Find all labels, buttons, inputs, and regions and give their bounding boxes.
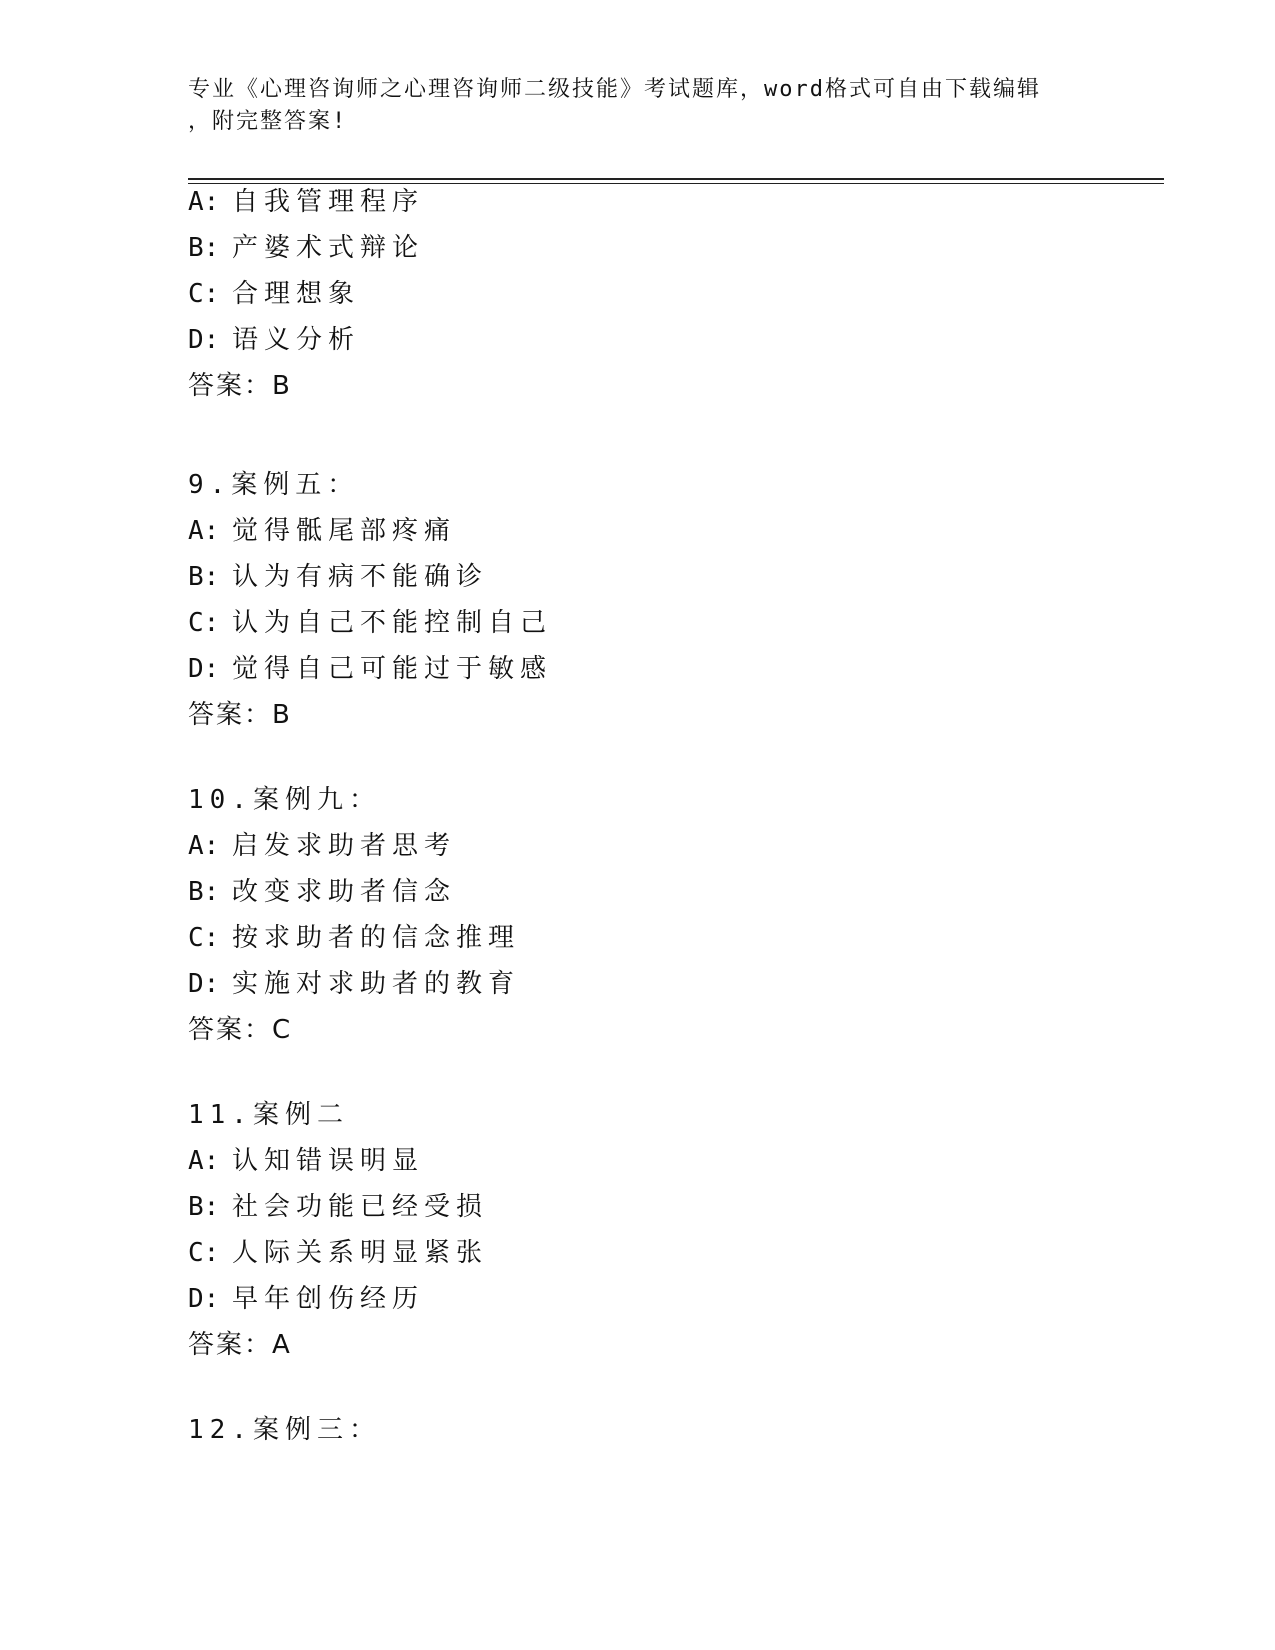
option-b [188,1184,1088,1230]
question-10 [188,777,1088,1053]
option-text: 启发求助者思考 [232,831,457,861]
option-text: 早年创伤经历 [232,1284,425,1314]
option-c [188,271,1088,317]
option-text: 觉得自己可能过于敏感 [232,654,553,684]
option-key: D: [188,969,220,999]
option-a [188,823,1088,869]
option-text: 认为有病不能确诊 [232,562,489,592]
option-c [188,600,1088,646]
option-text: 语义分析 [232,325,361,355]
option-text: 按求助者的信念推理 [232,923,521,953]
option-key: C: [188,279,220,309]
option-text: 改变求助者信念 [232,877,457,907]
option-key: D: [188,325,220,355]
question-prev [188,179,1088,409]
option-key: C: [188,1238,220,1268]
option-key: A: [188,831,220,861]
option-b [188,225,1088,271]
option-b [188,554,1088,600]
option-text: 社会功能已经受损 [232,1192,489,1222]
option-text: 自我管理程序 [232,187,425,217]
option-key: D: [188,1284,220,1314]
answer-line: 答案：C [188,1015,293,1045]
option-d [188,646,1088,692]
option-text: 认知错误明显 [232,1146,425,1176]
option-key: C: [188,923,220,953]
option-c [188,915,1088,961]
answer-line: 答案：B [188,700,292,730]
option-key: B: [188,1192,220,1222]
question-11 [188,1092,1088,1368]
option-a [188,1138,1088,1184]
answer-line: 答案：B [188,371,292,401]
option-c [188,1230,1088,1276]
question-title: 12.案例三： [188,1415,381,1445]
option-key: A: [188,1146,220,1176]
option-key: B: [188,562,220,592]
option-key: C: [188,608,220,638]
option-b [188,869,1088,915]
question-title: 11.案例二 [188,1100,349,1130]
option-text: 实施对求助者的教育 [232,969,521,999]
header-subtitle-line: ，附完整答案! [188,109,348,134]
question-12 [188,1407,1088,1453]
question-title: 10.案例九： [188,785,381,815]
option-d [188,1276,1088,1322]
option-key: D: [188,654,220,684]
option-key: B: [188,877,220,907]
option-text: 产婆术式辩论 [232,233,425,263]
option-a [188,508,1088,554]
answer-line: 答案：A [188,1330,292,1360]
option-key: B: [188,233,220,263]
option-text: 认为自己不能控制自己 [232,608,553,638]
question-9 [188,462,1088,738]
option-text: 人际关系明显紧张 [232,1238,489,1268]
option-key: A: [188,187,220,217]
option-d [188,961,1088,1007]
option-d [188,317,1088,363]
option-a [188,179,1088,225]
header-title-line: 专业《心理咨询师之心理咨询师二级技能》考试题库，word格式可自由下载编辑 [188,77,1041,102]
option-text: 合理想象 [232,279,361,309]
document-header [188,74,1088,138]
option-text: 觉得骶尾部疼痛 [232,516,457,546]
question-title: 9.案例五： [188,470,360,500]
option-key: A: [188,516,220,546]
